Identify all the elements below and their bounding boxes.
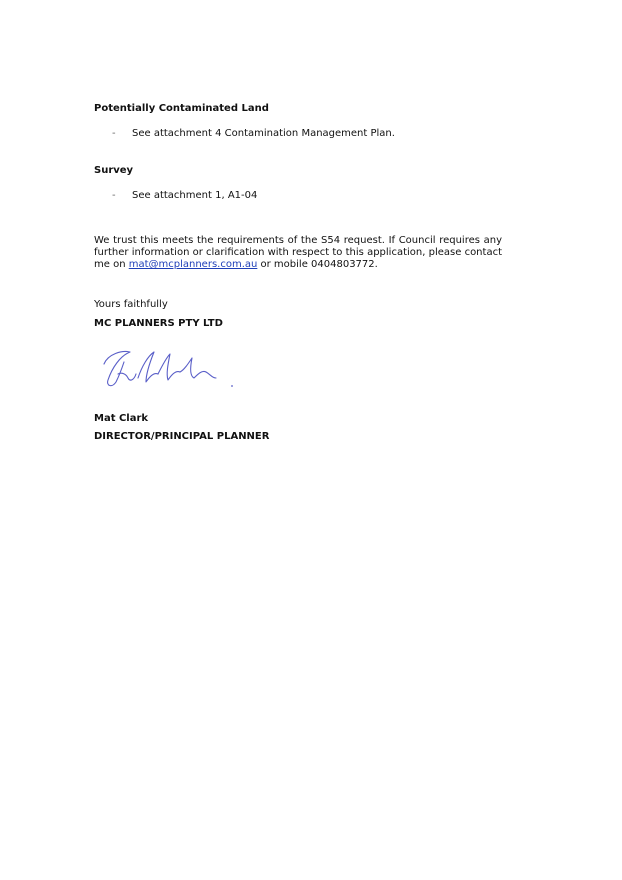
survey-item: See attachment 1, A1-04	[132, 190, 258, 201]
company-name: MC PLANNERS PTY LTD	[94, 318, 223, 329]
section-heading-contaminated-land: Potentially Contaminated Land	[94, 103, 269, 114]
contamination-item: See attachment 4 Contamination Management Plan.	[132, 128, 395, 139]
bullet-marker: -	[112, 190, 116, 201]
closing-text-mobile: or mobile 0404803772.	[257, 259, 378, 271]
email-link[interactable]: mat@mcplanners.com.au	[128, 259, 258, 271]
bullet-marker: -	[112, 128, 116, 139]
closing-text: We trust this meets the requirements of the S54 request. If Council requires any further information or clarification with respect to this application, please contact me on	[94, 235, 502, 271]
section-heading-survey: Survey	[94, 165, 134, 176]
signatory-title: DIRECTOR/PRINCIPAL PLANNER	[94, 431, 270, 442]
salutation: Yours faithfully	[94, 299, 168, 310]
closing-paragraph	[94, 235, 502, 272]
signature-image	[98, 344, 238, 394]
signatory-name: Mat Clark	[94, 413, 149, 424]
